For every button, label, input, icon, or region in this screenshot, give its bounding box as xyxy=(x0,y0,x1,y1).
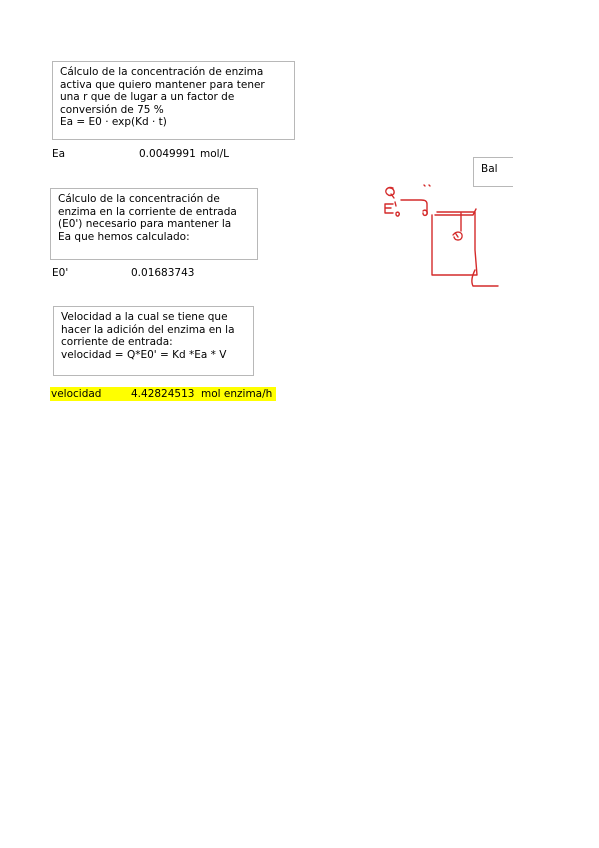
note-line: Velocidad a la cual se tiene que xyxy=(61,311,228,323)
note-box-inlet-enzyme xyxy=(50,188,258,260)
note-line: enzima en la corriente de entrada xyxy=(58,205,237,218)
e0prime-label: E0' xyxy=(52,267,69,279)
e0prime-value: 0.01683743 xyxy=(131,267,195,279)
sketch-inlet-line xyxy=(401,200,427,214)
ea-value: 0.0049991 xyxy=(139,148,196,160)
note-line: una r que de lugar a un factor de xyxy=(60,91,235,103)
sketch-tank xyxy=(432,212,477,275)
velocity-label: velocidad xyxy=(51,388,102,400)
ea-unit: mol/L xyxy=(200,148,229,160)
note-line: Cálculo de la concentración de enzima xyxy=(60,66,264,78)
note-line: hacer la adición del enzima en la xyxy=(61,323,235,336)
velocity-value: 4.42824513 xyxy=(131,388,195,400)
note-line: Ea que hemos calculado: xyxy=(58,230,190,243)
sketch-outlet xyxy=(472,270,498,286)
note-line: activa que quiero mantener para tener xyxy=(60,78,265,91)
balance-box-text: Bal xyxy=(481,163,498,175)
note-line: (E0') necesario para mantener la xyxy=(58,218,232,230)
sketch-dots xyxy=(424,185,430,186)
reactor-sketch xyxy=(375,180,505,290)
sketch-q-letter xyxy=(386,188,394,198)
note-line: Ea = E0 · exp(Kd · t) xyxy=(60,116,167,128)
note-line: velocidad = Q*E0' = Kd *Ea * V xyxy=(61,348,227,361)
note-box-enzyme-concentration xyxy=(52,61,295,140)
ea-label: Ea xyxy=(52,148,66,160)
note-box-addition-rate xyxy=(53,306,254,376)
note-line: conversión de 75 % xyxy=(60,103,164,116)
sketch-e0-letter xyxy=(385,202,399,216)
velocity-unit: mol enzima/h xyxy=(201,388,273,400)
sketch-stirrer xyxy=(453,232,462,240)
sketch-inlet-dot xyxy=(423,210,427,215)
note-line: corriente de entrada: xyxy=(61,336,173,348)
note-line: Cálculo de la concentración de xyxy=(58,193,220,205)
